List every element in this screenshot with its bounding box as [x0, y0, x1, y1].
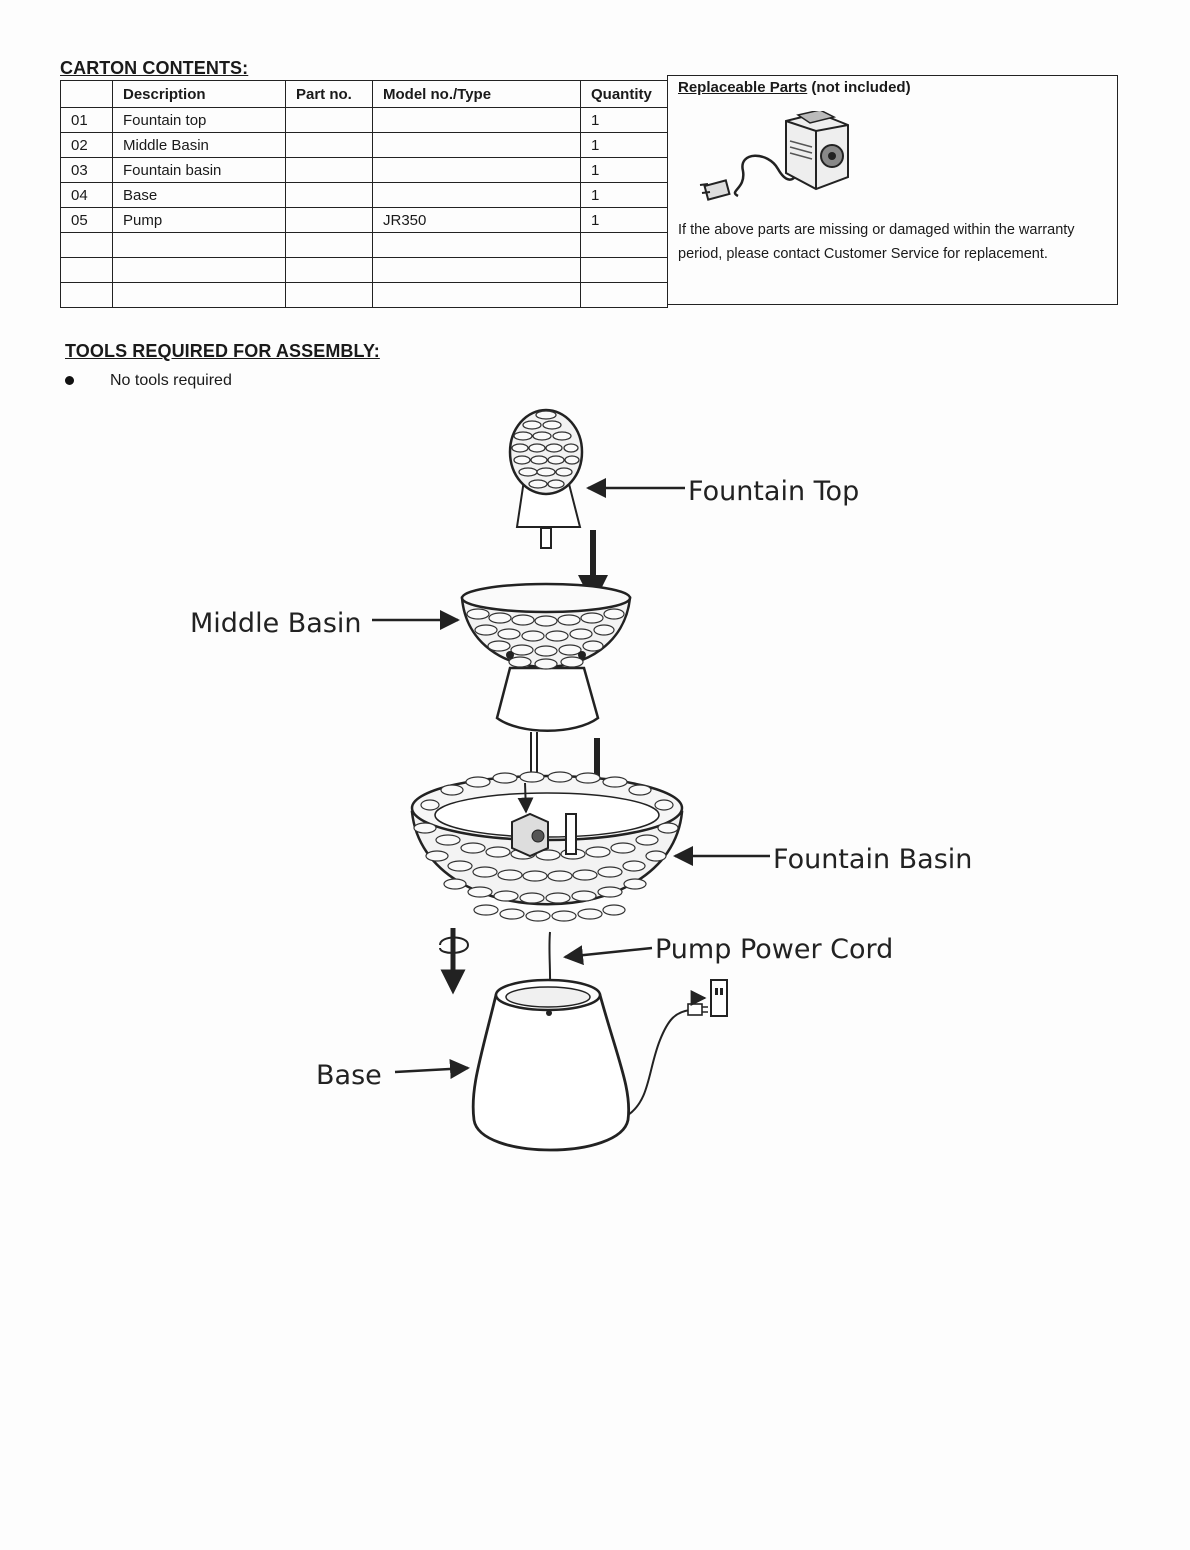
table-row: [61, 233, 668, 258]
row-no: 05: [61, 208, 113, 233]
header-no: [61, 81, 113, 108]
row-no: 02: [61, 133, 113, 158]
tools-item-text: No tools required: [110, 372, 232, 389]
row-no: [61, 258, 113, 283]
row-quantity: 1: [581, 108, 668, 133]
row-quantity: 1: [581, 133, 668, 158]
tools-title: TOOLS REQUIRED FOR ASSEMBLY:: [65, 341, 380, 361]
middle-basin-illustration: [462, 584, 630, 731]
table-row: [61, 283, 668, 308]
row-description: Fountain top: [113, 108, 286, 133]
replacement-note: If the above parts are missing or damaged within the warranty period, please contact Customer Service for replacement.: [678, 222, 1075, 262]
row-no: [61, 283, 113, 308]
row-quantity: 1: [581, 183, 668, 208]
row-model: [373, 183, 581, 208]
tools-list-item: [65, 372, 232, 390]
row-description: [113, 233, 286, 258]
table-row: [61, 133, 668, 158]
row-part-no: [286, 183, 373, 208]
header-description: Description: [113, 81, 286, 108]
row-quantity: 1: [581, 158, 668, 183]
table-row: [61, 183, 668, 208]
row-part-no: [286, 258, 373, 283]
replaceable-parts-link: Replaceable Parts: [678, 79, 808, 96]
row-part-no: [286, 283, 373, 308]
row-description: [113, 258, 286, 283]
row-no: [61, 233, 113, 258]
pump-icon: [698, 111, 858, 211]
assembly-diagram: [0, 400, 1190, 1180]
row-description: Middle Basin: [113, 133, 286, 158]
replaceable-parts-title: [678, 79, 911, 96]
label-pump-power-cord: Pump Power Cord: [655, 934, 894, 965]
base-illustration: [473, 980, 727, 1150]
fountain-basin-illustration: [412, 772, 682, 921]
rotate-arrow-icon: [440, 928, 468, 982]
row-model: [373, 258, 581, 283]
row-quantity: [581, 233, 668, 258]
row-quantity: 1: [581, 208, 668, 233]
table-row: [61, 208, 668, 233]
row-model: [373, 158, 581, 183]
row-no: 04: [61, 183, 113, 208]
row-no: 03: [61, 158, 113, 183]
label-middle-basin: Middle Basin: [190, 608, 362, 639]
row-no: 01: [61, 108, 113, 133]
row-part-no: [286, 208, 373, 233]
label-base: Base: [316, 1060, 382, 1091]
carton-contents-table: [60, 80, 668, 308]
table-header-row: [61, 81, 668, 108]
header-model: Model no./Type: [373, 81, 581, 108]
replaceable-parts-box: [667, 75, 1118, 305]
row-description: [113, 283, 286, 308]
row-quantity: [581, 258, 668, 283]
not-included-text: (not included): [807, 79, 911, 96]
fountain-top-illustration: [510, 410, 582, 548]
label-fountain-basin: Fountain Basin: [773, 844, 973, 875]
table-row: [61, 258, 668, 283]
header-quantity: Quantity: [581, 81, 668, 108]
row-part-no: [286, 133, 373, 158]
row-model: [373, 233, 581, 258]
label-fountain-top: Fountain Top: [688, 476, 860, 507]
row-model: [373, 108, 581, 133]
row-model: [373, 283, 581, 308]
table-row: [61, 108, 668, 133]
row-part-no: [286, 108, 373, 133]
row-part-no: [286, 158, 373, 183]
row-quantity: [581, 283, 668, 308]
row-description: Fountain basin: [113, 158, 286, 183]
row-model: JR350: [373, 208, 581, 233]
table-row: [61, 158, 668, 183]
carton-contents-title: CARTON CONTENTS:: [60, 58, 249, 78]
row-part-no: [286, 233, 373, 258]
row-model: [373, 133, 581, 158]
header-part-no: Part no.: [286, 81, 373, 108]
bullet-icon: [65, 376, 74, 385]
row-description: Base: [113, 183, 286, 208]
row-description: Pump: [113, 208, 286, 233]
